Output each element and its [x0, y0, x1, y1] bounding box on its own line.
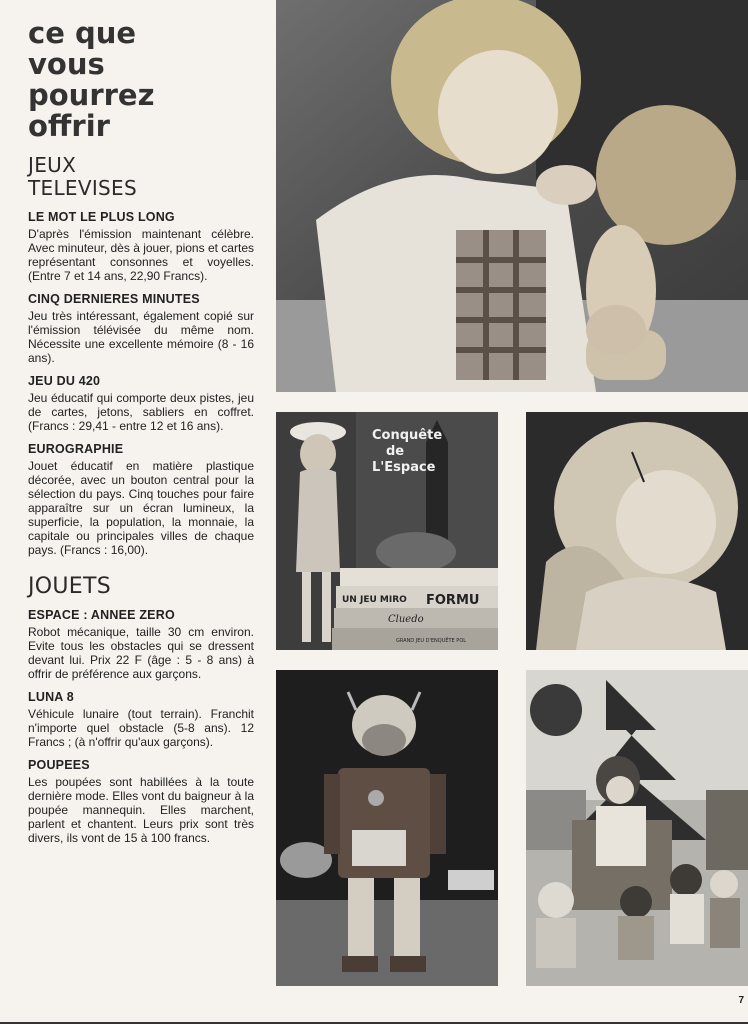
box-label: UN JEU MIRO	[342, 595, 407, 605]
section-title-line: TELEVISES	[28, 176, 137, 200]
item-title: EUROGRAPHIE	[28, 442, 124, 456]
item-title: LE MOT LE PLUS LONG	[28, 210, 175, 224]
item-body: D'après l'émission maintenant célèbre. Avec minuteur, dès à jouer, pions et cartes représentant consonnes et voyelles. (Entre 7 et 14 ans, 22,90 Francs).	[28, 227, 254, 283]
page-headline	[28, 18, 254, 142]
text-column	[28, 18, 254, 854]
item-title: LUNA 8	[28, 690, 74, 704]
item-body: Jeu très intéressant, également copié sur l'émission télévisée du même nom. Nécessite une excellente mémoire (8 - 16 ans).	[28, 309, 254, 365]
item-title: ESPACE : ANNEE ZERO	[28, 608, 175, 622]
photo-dolls-group	[526, 670, 748, 986]
section-title-line: JEUX	[28, 153, 77, 177]
article-item	[28, 690, 254, 749]
item-body: Véhicule lunaire (tout terrain). Franchit n'importe quel obstacle (5-8 ans). 12 Francs ; (à n'offrir qu'aux garçons).	[28, 707, 254, 749]
item-body: Robot mécanique, taille 30 cm environ. Evite tous les obstacles qui se dressent devant lui. Prix 22 F (âge : 5 - 8 ans) à offrir de préférence aux garçons.	[28, 625, 254, 681]
headline-line: vous	[28, 47, 105, 81]
article-item	[28, 374, 254, 433]
box-title-text: de	[386, 444, 405, 459]
article-item	[28, 608, 254, 681]
section-title-jouets	[28, 575, 254, 598]
box-label: GRAND JEU D'ENQUÊTE POL	[396, 638, 467, 644]
section-title-line: JOUETS	[28, 574, 112, 599]
photo-blonde-doll	[526, 412, 748, 650]
photo-robot-toy	[276, 670, 498, 986]
article-item	[28, 758, 254, 845]
photo-girl-with-doll	[276, 0, 748, 392]
article-item	[28, 442, 254, 557]
headline-line: offrir	[28, 109, 110, 143]
section-title-jeux-televises	[28, 154, 254, 200]
item-body: Jouet éducatif en matière plastique décorée, avec un bouton central pour la sélection du pays. Cinq touches pour faire apparaître sur un écran lumineux, la superficie, la population, la monnaie, la capitale ou principales villes de chaque pays. (Francs : 16,00).	[28, 459, 254, 557]
page-number: 7	[738, 995, 744, 1006]
item-body: Les poupées sont habillées à la toute dernière mode. Elles vont du baigneur à la poupée mannequin. Elles marchent, parlent et chantent. Leurs prix sont très divers, ils vont de 15 à 100 francs.	[28, 775, 254, 845]
box-title-text: L'Espace	[372, 460, 436, 475]
headline-line: pourrez	[28, 78, 155, 112]
article-item	[28, 292, 254, 365]
item-title: CINQ DERNIERES MINUTES	[28, 292, 200, 306]
box-title-text: Conquête	[372, 428, 443, 443]
item-body: Jeu éducatif qui comporte deux pistes, jeu de cartes, jetons, sabliers en coffret. (Francs : 29,41 - entre 12 et 16 ans).	[28, 391, 254, 433]
photo-doll-with-games	[276, 412, 498, 650]
item-title: POUPEES	[28, 758, 90, 772]
box-label: Cluedo	[388, 614, 424, 625]
item-title: JEU DU 420	[28, 374, 101, 388]
box-label: FORMU	[426, 593, 480, 608]
headline-line: ce que	[28, 16, 137, 50]
article-item	[28, 210, 254, 283]
